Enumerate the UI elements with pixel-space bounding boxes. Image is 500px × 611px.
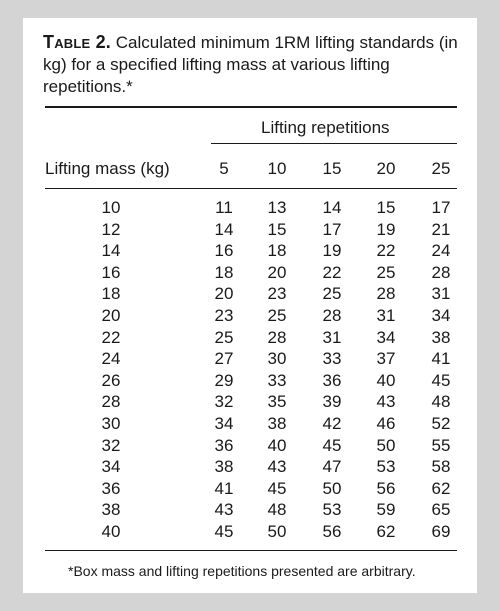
table-cell: 48 <box>267 500 287 519</box>
table-cell: 59 <box>376 500 396 519</box>
table-cell: 53 <box>376 457 396 476</box>
row-lifting-mass: 20 <box>101 306 121 325</box>
table-cell: 14 <box>214 220 234 239</box>
table-cell: 28 <box>376 284 396 303</box>
table-cell: 25 <box>267 306 287 325</box>
top-rule <box>45 106 457 108</box>
table-cell: 62 <box>431 479 451 498</box>
table-cell: 41 <box>431 349 451 368</box>
row-lifting-mass: 24 <box>101 349 121 368</box>
table-cell: 31 <box>376 306 396 325</box>
table-cell: 47 <box>322 457 342 476</box>
table-cell: 29 <box>214 371 234 390</box>
table-cell: 13 <box>267 198 287 217</box>
table-cell: 17 <box>431 198 451 217</box>
table-cell: 41 <box>214 479 234 498</box>
table-cell: 22 <box>322 263 342 282</box>
table-cell: 15 <box>267 220 287 239</box>
table-cell: 14 <box>322 198 342 217</box>
row-lifting-mass: 40 <box>101 522 121 541</box>
table-cell: 62 <box>376 522 396 541</box>
table-cell: 45 <box>322 436 342 455</box>
table-cell: 40 <box>376 371 396 390</box>
table-cell: 56 <box>322 522 342 541</box>
column-header: 5 <box>219 159 229 178</box>
table-cell: 45 <box>214 522 234 541</box>
table-cell: 50 <box>267 522 287 541</box>
table-cell: 23 <box>214 306 234 325</box>
row-lifting-mass: 26 <box>101 371 121 390</box>
table-cell: 25 <box>322 284 342 303</box>
table-cell: 39 <box>322 392 342 411</box>
table-cell: 34 <box>431 306 451 325</box>
table-cell: 45 <box>431 371 451 390</box>
table-cell: 16 <box>214 241 234 260</box>
table-cell: 32 <box>214 392 234 411</box>
table-cell: 48 <box>431 392 451 411</box>
row-lifting-mass: 14 <box>101 241 121 260</box>
table-cell: 19 <box>322 241 342 260</box>
table-card <box>23 18 477 593</box>
table-cell: 40 <box>267 436 287 455</box>
table-cell: 25 <box>214 328 234 347</box>
row-lifting-mass: 36 <box>101 479 121 498</box>
table-cell: 58 <box>431 457 451 476</box>
table-cell: 36 <box>322 371 342 390</box>
table-cell: 55 <box>431 436 451 455</box>
table-cell: 52 <box>431 414 451 433</box>
table-cell: 30 <box>267 349 287 368</box>
table-footnote: *Box mass and lifting repetitions presented are arbitrary. <box>68 563 416 579</box>
row-lifting-mass: 12 <box>101 220 121 239</box>
table-cell: 11 <box>215 198 233 217</box>
table-cell: 20 <box>267 263 287 282</box>
table-cell: 31 <box>431 284 451 303</box>
table-cell: 19 <box>376 220 396 239</box>
column-header: 25 <box>431 159 451 178</box>
spanner-rule <box>211 143 457 144</box>
table-cell: 22 <box>376 241 396 260</box>
row-lifting-mass: 22 <box>101 328 121 347</box>
table-cell: 33 <box>267 371 287 390</box>
table-cell: 43 <box>376 392 396 411</box>
column-header: 15 <box>322 159 342 178</box>
table-cell: 56 <box>376 479 396 498</box>
table-cell: 50 <box>376 436 396 455</box>
table-cell: 21 <box>431 220 451 239</box>
table-cell: 20 <box>214 284 234 303</box>
table-cell: 28 <box>267 328 287 347</box>
table-cell: 46 <box>376 414 396 433</box>
table-cell: 43 <box>214 500 234 519</box>
table-cell: 38 <box>267 414 287 433</box>
table-cell: 65 <box>431 500 451 519</box>
table-cell: 50 <box>322 479 342 498</box>
row-lifting-mass: 32 <box>101 436 121 455</box>
row-lifting-mass: 38 <box>101 500 121 519</box>
column-spanner-heading: Lifting repetitions <box>261 118 390 137</box>
table-cell: 34 <box>214 414 234 433</box>
table-cell: 43 <box>267 457 287 476</box>
row-lifting-mass: 10 <box>101 198 121 217</box>
table-cell: 37 <box>376 349 396 368</box>
bottom-rule <box>45 550 457 551</box>
table-cell: 24 <box>431 241 451 260</box>
row-lifting-mass: 16 <box>101 263 121 282</box>
table-cell: 38 <box>214 457 234 476</box>
table-caption-text: Calculated minimum 1RM lifting standards (in kg) for a specified lifting mass at various lifting repetitions.* <box>43 33 458 96</box>
table-cell: 27 <box>214 349 234 368</box>
header-rule <box>45 188 457 189</box>
table-cell: 25 <box>376 263 396 282</box>
table-cell: 42 <box>322 414 342 433</box>
table-cell: 33 <box>322 349 342 368</box>
table-cell: 18 <box>214 263 234 282</box>
table-cell: 36 <box>214 436 234 455</box>
table-cell: 38 <box>431 328 451 347</box>
table-cell: 15 <box>376 198 396 217</box>
row-lifting-mass: 30 <box>101 414 121 433</box>
table-caption <box>43 31 463 98</box>
table-cell: 69 <box>431 522 451 541</box>
table-cell: 18 <box>267 241 287 260</box>
table-cell: 53 <box>322 500 342 519</box>
table-cell: 31 <box>322 328 342 347</box>
table-cell: 28 <box>431 263 451 282</box>
table-cell: 17 <box>322 220 342 239</box>
row-lifting-mass: 34 <box>101 457 121 476</box>
table-cell: 23 <box>267 284 287 303</box>
table-cell: 34 <box>376 328 396 347</box>
table-label: Table 2. <box>43 32 111 52</box>
row-header-lifting-mass: Lifting mass (kg) <box>45 159 170 178</box>
row-lifting-mass: 28 <box>101 392 121 411</box>
table-cell: 35 <box>267 392 287 411</box>
table-cell: 28 <box>322 306 342 325</box>
row-lifting-mass: 18 <box>101 284 121 303</box>
column-header: 20 <box>376 159 396 178</box>
table-cell: 45 <box>267 479 287 498</box>
column-header: 10 <box>267 159 287 178</box>
